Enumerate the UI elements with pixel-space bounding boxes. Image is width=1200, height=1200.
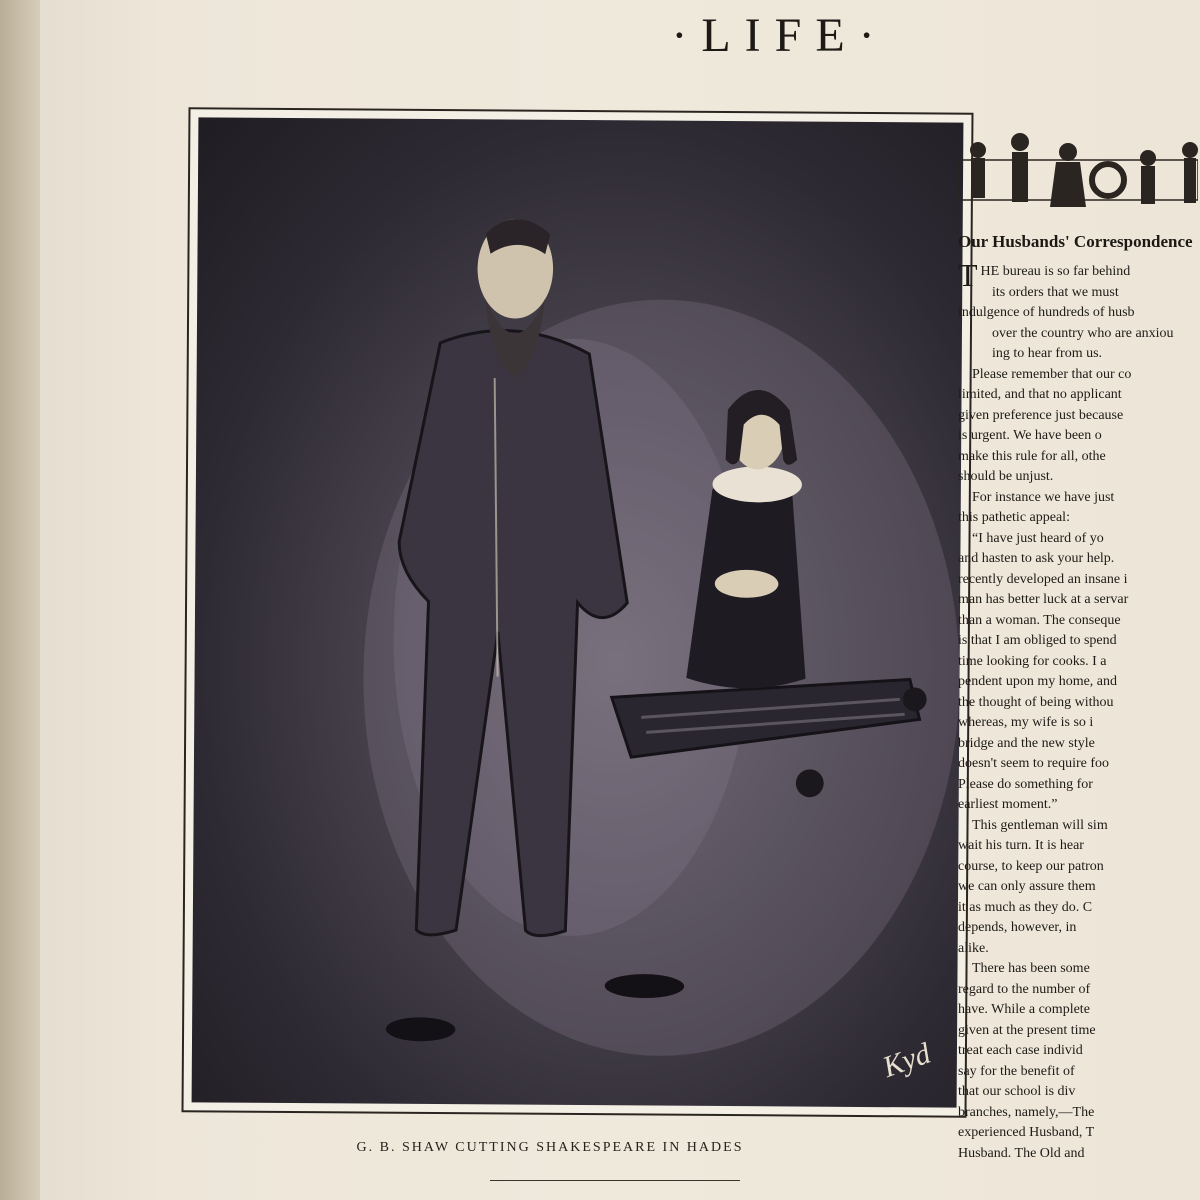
article-line: depends, however, in (958, 920, 1077, 935)
article-line: earliest moment.” (958, 797, 1058, 812)
article-line: branches, namely,—The (958, 1104, 1095, 1120)
article-line: For instance we have just (972, 489, 1115, 505)
article-body (958, 257, 1200, 1164)
header-caricatures-decoration (958, 130, 1198, 230)
caption-rule (490, 1180, 740, 1181)
article-line: There has been some (972, 961, 1090, 976)
article-line: Please remember that our co (972, 366, 1132, 382)
article-line: course, to keep our patron (958, 858, 1104, 874)
article-line: given preference just because (958, 407, 1124, 423)
illustration-frame (182, 107, 974, 1117)
article-line: ing to hear from us. (992, 346, 1103, 361)
article-line: it as much as they do. C (958, 899, 1093, 915)
article-line: limited, and that no applicant (958, 387, 1122, 402)
article-line: should be unjust. (958, 469, 1054, 484)
article-line: that our school is div (958, 1084, 1076, 1099)
article-line: than a woman. The conseque (958, 612, 1121, 628)
article-line: time looking for cooks. I a (958, 653, 1107, 669)
caricature-illustration (192, 117, 964, 1107)
article-line: regard to the number of (958, 981, 1091, 997)
article-line: alike. (958, 940, 989, 956)
article-column (952, 120, 1200, 1200)
caricature-drawing (192, 117, 964, 1107)
article-line: “I have just heard of yo (972, 530, 1104, 546)
article-line-text: HE bureau is so far behind (980, 264, 1131, 279)
article-line: the thought of being withou (958, 694, 1114, 710)
article-line: say for the benefit of (958, 1063, 1075, 1079)
drop-cap: T (958, 257, 978, 293)
illustration-caption: G. B. SHAW CUTTING SHAKESPEARE IN HADES (356, 1140, 744, 1155)
article-line: and hasten to ask your help. (958, 551, 1115, 566)
page-gutter (0, 0, 40, 1200)
article-line: is urgent. We have been o (958, 428, 1102, 443)
article-line: given at the present time (958, 1022, 1096, 1038)
article-line: wait his turn. It is hear (958, 838, 1084, 853)
artist-signature: Kyd (878, 1036, 935, 1084)
article-line: pendent upon my home, and (958, 674, 1118, 689)
article-line: over the country who are anxiou (992, 325, 1174, 341)
article-title: Our Husbands' Correspondence (958, 232, 1193, 251)
article-line: experienced Husband, T (958, 1125, 1095, 1140)
article-line: recently developed an insane i (958, 571, 1128, 587)
article-line: bridge and the new style (958, 735, 1095, 751)
article-line: whereas, my wife is so i (958, 715, 1094, 730)
article-line: Husband. The Old and (958, 1145, 1085, 1161)
article-line: make this rule for all, othe (958, 448, 1106, 464)
article-line: This gentleman will sim (972, 817, 1108, 833)
article-line: its orders that we must (992, 284, 1119, 300)
article-line: have. While a complete (958, 1002, 1090, 1017)
article-line: we can only assure them (958, 879, 1096, 894)
article-line: doesn't seem to require foo (958, 756, 1110, 771)
article-line: this pathetic appeal: (958, 510, 1070, 525)
article-line: is that I am obliged to spend (958, 633, 1117, 648)
article-line: treat each case individ (958, 1043, 1083, 1058)
masthead: ·LIFE· (671, 9, 889, 62)
article-line: Please do something for (958, 776, 1093, 792)
article-line: indulgence of hundreds of husb (958, 305, 1135, 320)
article-line: man has better luck at a servar (958, 592, 1129, 607)
